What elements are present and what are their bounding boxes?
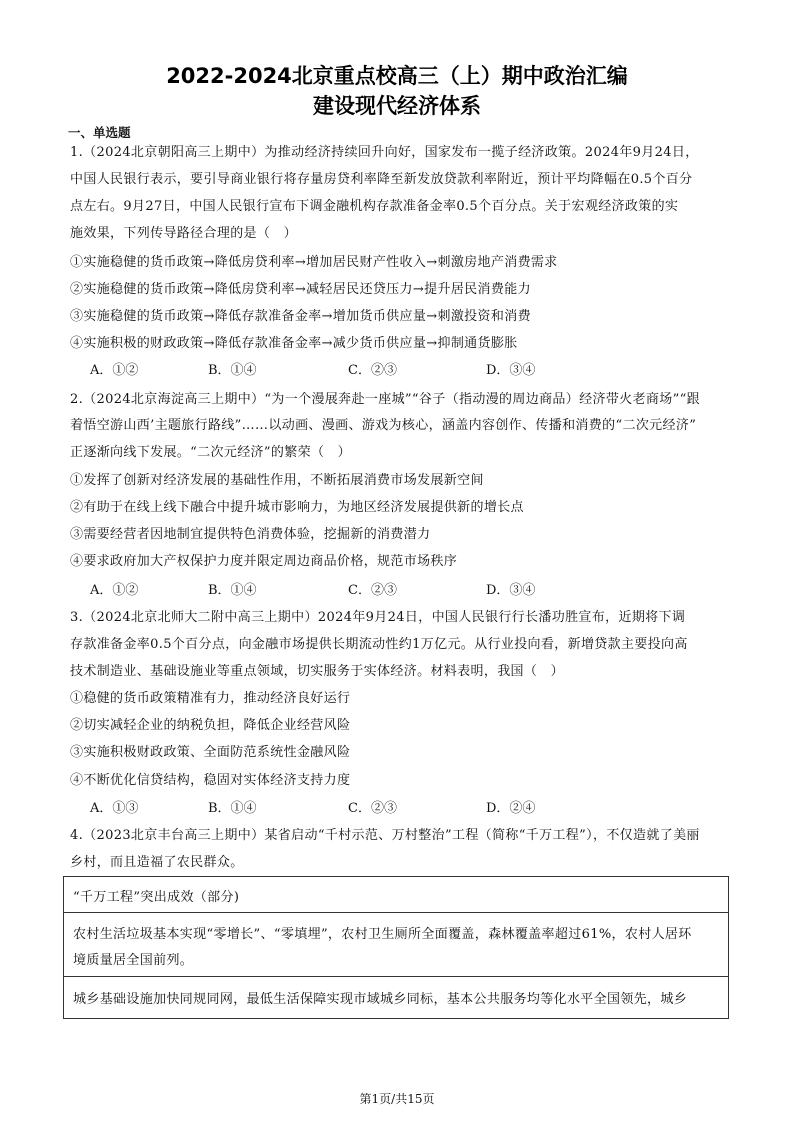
table-cell-line: 境质量居全国前列。 [73,953,194,968]
section-heading: 一、单选题 [68,125,131,140]
q3-stem-line: 技术制造业、基础设施业等重点领域，切实服务于实体经济。材料表明，我国（ ） [70,664,564,679]
q2-option-d: D．③④ [486,583,536,598]
q3-option-c: C．②③ [348,801,397,816]
q3-item: ②切实减轻企业的纳税负担，降低企业经营风险 [70,718,351,733]
document-title: 2022-2024北京重点校高三（上）期中政治汇编 [166,64,628,88]
q2-stem-line: 着悟空游山西’主题旅行路线”……以动画、漫画、游戏为核心，涵盖内容创作、传播和消费的“二次元经济” [70,418,697,433]
q2-option-c: C．②③ [348,583,397,598]
q2-option-b: B．①④ [208,583,257,598]
table-row [64,913,728,977]
q2-item: ④要求政府加大产权保护力度并限定周边商品价格，规范市场秩序 [70,554,458,569]
q3-item: ③实施积极财政政策、全面防范系统性金融风险 [70,745,351,760]
q3-option-d: D．②④ [486,801,536,816]
q2-options [90,579,730,597]
table-cell-line: 城乡基础设施加快同规同网，最低生活保障实现市域城乡同标，基本公共服务均等化水平全国领先，城乡 [73,992,688,1007]
q1-stem-line: 1.（2024北京朝阳高三上期中）为推动经济持续回升向好，国家发布一揽子经济政策。2024年9月24日， [70,145,699,160]
q1-option-b: B．①④ [208,363,257,378]
q1-item: ④实施积极的财政政策→降低存款准备金率→减少货币供应量→抑制通货膨胀 [70,336,518,351]
q1-item: ③实施稳健的货币政策→降低存款准备金率→增加货币供应量→刺激投资和消费 [70,309,531,324]
q1-item: ①实施稳健的货币政策→降低房贷利率→增加居民财产性收入→刺激房地产消费需求 [70,255,558,270]
page-number: 第1页/共15页 [359,1092,435,1106]
q3-item: ①稳健的货币政策精准有力，推动经济良好运行 [70,691,351,706]
q2-stem-line: 2.（2024北京海淀高三上期中）“为一个漫展奔赴一座城”“谷子（指动漫的周边商品）经济带火老商场”“跟 [70,392,700,407]
q1-option-d: D．③④ [486,363,536,378]
table-header-cell: “千万工程”突出成效（部分) [73,890,240,905]
q1-options [90,359,730,377]
q1-stem-line: 点左右。9月27日，中国人民银行宣布下调金融机构存款准备金率0.5个百分点。关于宏观经济政策的实 [70,199,679,214]
q3-option-b: B．①④ [208,801,257,816]
q3-stem-line: 3.（2024北京北师大二附中高三上期中）2024年9月24日，中国人民银行行长潘功胜宣布，近期将下调 [70,610,686,625]
q2-item: ②有助于在线上线下融合中提升城市影响力，为地区经济发展提供新的增长点 [70,500,524,515]
q2-stem-line: 正逐渐向线下发展。“二次元经济”的繁荣（ ） [70,445,351,460]
q3-item: ④不断优化信贷结构，稳固对实体经济支持力度 [70,773,351,788]
q1-item: ②实施稳健的货币政策→降低房贷利率→减轻居民还贷压力→提升居民消费能力 [70,282,531,297]
table-row [64,977,728,1019]
q3-option-a: A．①③ [90,801,139,816]
q1-stem-line: 中国人民银行表示，要引导商业银行将存量房贷利率降至新发放贷款利率附近，预计平均降幅在0.5个百分 [70,172,693,187]
q2-option-a: A．①② [90,583,139,598]
achievement-table [63,876,729,1019]
document-subtitle: 建设现代经济体系 [313,94,481,118]
q2-item: ③需要经营者因地制宜提供特色消费体验，挖掘新的消费潜力 [70,527,431,542]
q1-stem-line: 施效果，下列传导路径合理的是（ ） [70,226,297,241]
q2-item: ①发挥了创新对经济发展的基础性作用，不断拓展消费市场发展新空间 [70,473,484,488]
table-row [64,877,728,913]
q3-options [90,797,730,815]
table-cell-line: 农村生活垃圾基本实现“零增长”、“零填埋”，农村卫生厕所全面覆盖，森林覆盖率超过61%，农村人居环 [73,927,692,942]
q1-option-c: C．②③ [348,363,397,378]
q3-stem-line: 存款准备金率0.5个百分点，向金融市场提供长期流动性约1万亿元。从行业投向看，新增贷款主要投向高 [70,637,688,652]
q4-stem-line: 乡村，而且造福了农民群众。 [70,855,244,870]
q4-stem-line: 4.（2023北京丰台高三上期中）某省启动“千村示范、万村整治”工程（简称“千万工程”），不仅造就了美丽 [70,828,700,843]
q1-option-a: A．①② [90,363,139,378]
